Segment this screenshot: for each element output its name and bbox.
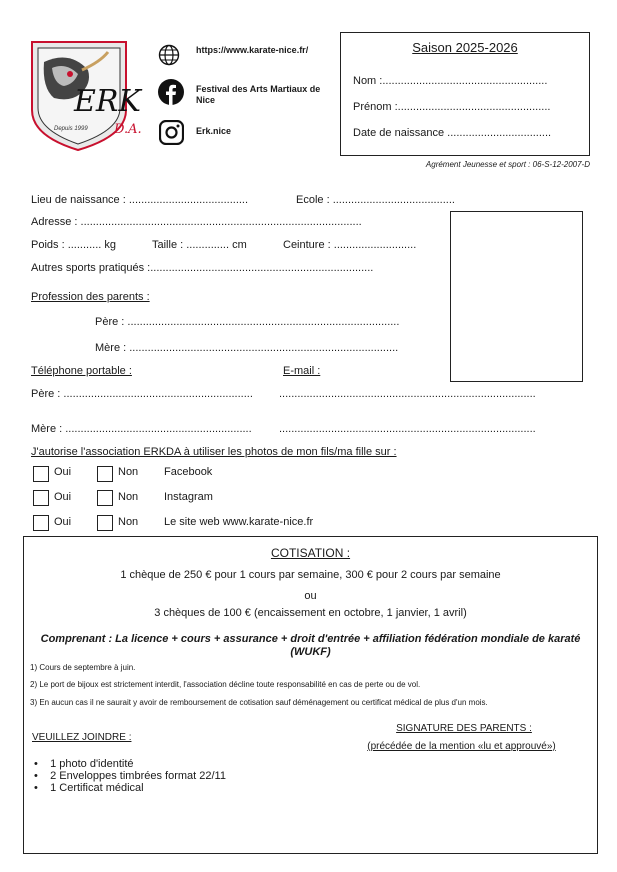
pere-telephone-label: Père :	[31, 388, 61, 400]
cotisation-box	[23, 536, 598, 854]
mere-profession-field[interactable]: Mère : ........................................................................................	[95, 342, 399, 354]
cotisation-line1: 1 chèque de 250 € pour 1 cours par semaine, 300 € pour 2 cours par semaine	[120, 569, 501, 581]
agrement-text: Agrément Jeunesse et sport : 06-S-12-2007-D	[425, 160, 590, 169]
joindre-item-text: 1 photo d'identité	[50, 758, 134, 770]
taille-label: Taille :	[152, 239, 184, 251]
pere-telephone-field[interactable]: Père : ..............................................................	[31, 388, 253, 400]
nom-label-text: Nom :	[353, 75, 383, 87]
cotisation-note3: 3) En aucun cas il ne saurait y avoir de remboursement de cotisation sauf déménagement ou certificat médical de plus d'un mois.	[30, 698, 488, 707]
photo-consent-heading: J'autorise l'association ERKDA à utiliser les photos de mon fils/ma fille sur :	[31, 446, 397, 458]
ecole-label: Ecole :	[296, 194, 330, 206]
oui-label: Oui	[54, 491, 72, 503]
poids-label: Poids :	[31, 239, 65, 251]
joindre-item-text: 2 Enveloppes timbrées format 22/11	[50, 770, 226, 782]
joindre-item-text: 1 Certificat médical	[50, 782, 144, 794]
photo-placeholder	[450, 211, 583, 382]
nom-label[interactable]: Nom :......................................................	[353, 75, 548, 87]
signature-heading: SIGNATURE DES PARENTS :	[396, 723, 532, 734]
taille-field[interactable]: Taille : .............. cm	[152, 239, 247, 251]
logo-brand: ERK	[74, 84, 141, 119]
joindre-list	[34, 758, 226, 794]
dob-label-text: Date de naissance	[353, 127, 445, 139]
oui-label: Oui	[54, 466, 72, 478]
lieu-naissance-label: Lieu de naissance :	[31, 194, 126, 206]
pere-profession-label: Père :	[95, 316, 125, 328]
signature-subheading: (précédée de la mention «lu et approuvé»)	[367, 741, 556, 752]
prenom-label-text: Prénom :	[353, 101, 398, 113]
globe-icon	[158, 44, 180, 66]
logo-subtext: D.A.	[114, 122, 142, 137]
instagram-link[interactable]: Erk.nice	[196, 126, 232, 136]
list-item: • 1 photo d'identité	[34, 758, 134, 770]
list-item: • 1 Certificat médical	[34, 782, 144, 794]
cotisation-note1: 1) Cours de septembre à juin.	[30, 663, 136, 672]
cotisation-note2: 2) Le port de bijoux est strictement interdit, l'association décline toute responsabilité en cas de perte ou de vol.	[30, 680, 421, 689]
cotisation-ou: ou	[304, 590, 317, 602]
logo-since: Depuis 1999	[54, 126, 88, 132]
facebook-link[interactable]: Festival des Arts Martiaux de Nice	[196, 84, 321, 105]
adresse-field[interactable]: Adresse : ............................................................................................	[31, 216, 362, 228]
season-title: Saison 2025-2026	[412, 40, 518, 55]
list-item: • 2 Enveloppes timbrées format 22/11	[34, 770, 226, 782]
telephone-heading: Téléphone portable :	[31, 365, 132, 377]
cotisation-line2: 3 chèques de 100 € (encaissement en octobre, 1 janvier, 1 avril)	[154, 607, 467, 619]
poids-field[interactable]: Poids : ........... kg	[31, 239, 116, 251]
website-link[interactable]: https://www.karate-nice.fr/	[196, 45, 309, 55]
consent-facebook-non-checkbox[interactable]	[97, 466, 113, 482]
non-label: Non	[118, 466, 139, 478]
joindre-heading: VEUILLEZ JOINDRE :	[32, 732, 132, 743]
club-logo	[30, 40, 140, 152]
ecole-field[interactable]: Ecole : ........................................	[296, 194, 455, 206]
oui-label: Oui	[54, 516, 72, 528]
cotisation-title: COTISATION :	[270, 546, 351, 560]
mere-email-field[interactable]: ....................................................................................	[279, 423, 536, 435]
instagram-icon	[159, 120, 184, 145]
consent-instagram-label: Instagram	[164, 491, 213, 503]
taille-unit: cm	[232, 239, 247, 251]
email-heading: E-mail :	[283, 365, 321, 377]
prenom-label[interactable]: Prénom :..................................................	[353, 101, 551, 113]
pere-email-field[interactable]: ....................................................................................	[279, 388, 536, 400]
poids-unit: kg	[104, 239, 116, 251]
ceinture-field[interactable]: Ceinture : ...........................	[283, 239, 417, 251]
consent-facebook-label: Facebook	[164, 466, 213, 478]
ceinture-label: Ceinture :	[283, 239, 331, 251]
pere-profession-field[interactable]: Père : .........................................................................................	[95, 316, 400, 328]
non-label: Non	[118, 516, 139, 528]
profession-parents-heading: Profession des parents :	[31, 291, 150, 303]
cotisation-comprenant: Comprenant : La licence + cours + assurance + droit d'entrée + affiliation fédération mondiale de karaté (WUKF)	[40, 633, 581, 658]
autres-sports-field[interactable]: Autres sports pratiqués :.........................................................................	[31, 262, 374, 274]
mere-telephone-field[interactable]: Mère : .............................................................	[31, 423, 252, 435]
autres-sports-label: Autres sports pratiqués :	[31, 262, 151, 274]
consent-facebook-oui-checkbox[interactable]	[33, 466, 49, 482]
mere-profession-label: Mère :	[95, 342, 127, 354]
consent-instagram-oui-checkbox[interactable]	[33, 490, 49, 506]
non-label: Non	[118, 491, 139, 503]
adresse-label: Adresse :	[31, 216, 78, 228]
consent-website-non-checkbox[interactable]	[97, 515, 113, 531]
identity-box	[340, 32, 590, 156]
dob-label[interactable]: Date de naissance ..................................	[353, 127, 552, 139]
consent-website-oui-checkbox[interactable]	[33, 515, 49, 531]
mere-telephone-label: Mère :	[31, 423, 63, 435]
facebook-icon	[158, 79, 184, 105]
consent-instagram-non-checkbox[interactable]	[97, 490, 113, 506]
lieu-naissance-field[interactable]: Lieu de naissance : .......................................	[31, 194, 249, 206]
consent-website-label: Le site web www.karate-nice.fr	[164, 516, 314, 528]
